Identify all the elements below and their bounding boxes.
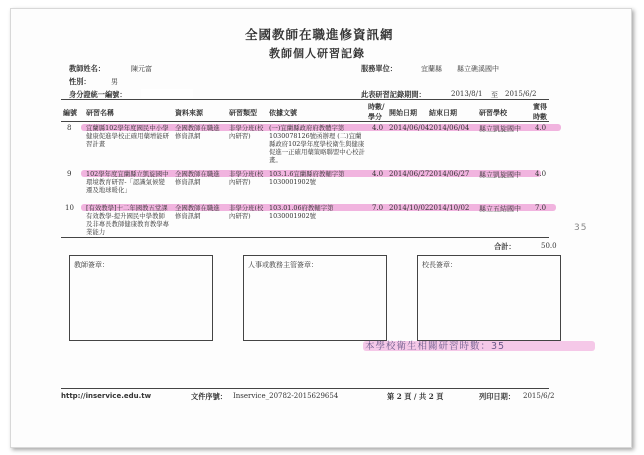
footer-url: http://inservice.edu.tw bbox=[61, 392, 152, 400]
row-8-end: 2014/06/04 bbox=[429, 124, 470, 132]
page-indicator: 第 2 頁 / 共 2 頁 bbox=[387, 392, 444, 401]
row-10-source: 全國教師在職進修資訊網 bbox=[175, 204, 220, 220]
handwritten-note: 本學校衛生相關研習時數：35 bbox=[365, 341, 506, 352]
row-10-no: 10 bbox=[65, 204, 74, 212]
row-10-course: [有效教學]十二年國教五堂課有效教學-提升國民中學教師及非專長教師健康教育教學專業能力 bbox=[86, 204, 170, 236]
header-basis: 依據文號 bbox=[269, 108, 297, 117]
row-9-actual: 4.0 bbox=[535, 170, 547, 178]
page-title: 全國教師在職進修資訊網 bbox=[245, 27, 394, 42]
row-9-no: 9 bbox=[67, 170, 72, 178]
doc-no: Inservice_20782-2015629654 bbox=[233, 392, 339, 400]
period-label: 此表研習記錄期間： bbox=[361, 90, 426, 99]
header-actual-1: 實得 bbox=[533, 102, 547, 111]
row-8-type: 非學分班(校內研習) bbox=[229, 124, 264, 140]
personnel-signature-box bbox=[243, 255, 387, 341]
table-top-rule bbox=[61, 99, 549, 100]
row-8-school: 縣立凱旋國中 bbox=[479, 125, 521, 133]
row-8-no: 8 bbox=[67, 124, 72, 132]
row-10-type: 非學分班(校內研習) bbox=[229, 204, 264, 220]
principal-signature-label: 校長簽章： bbox=[422, 261, 457, 269]
header-school: 研習學校 bbox=[479, 108, 507, 117]
period-to: 至 bbox=[491, 91, 498, 99]
header-source: 資料來源 bbox=[175, 108, 203, 117]
footer-rule bbox=[61, 388, 549, 389]
row-10-start: 2014/10/02 bbox=[389, 204, 430, 212]
row-9-basis: 103.1.6宜蘭縣府教輔字第1030001902號 bbox=[269, 170, 345, 186]
header-no: 編號 bbox=[63, 108, 77, 117]
row-9-course: 102學年度宜蘭縣立凱旋國中環境教育研習-「認識氣候變遷及地球暖化」 bbox=[86, 170, 169, 194]
print-date: 2015/6/2 bbox=[523, 392, 555, 400]
row-10-school: 縣立五結國中 bbox=[479, 205, 521, 213]
gender-label: 性別： bbox=[69, 77, 91, 86]
header-actual-2: 時數 bbox=[533, 112, 547, 121]
header-hours-2: 學分 bbox=[368, 112, 382, 121]
teacher-name-label: 教師姓名： bbox=[69, 64, 105, 73]
header-type: 研習類型 bbox=[229, 108, 257, 117]
total-label: 合計： bbox=[494, 242, 516, 251]
doc-no-label: 文件序號： bbox=[191, 392, 227, 401]
row-8-course: 宜蘭縣102學年度國民中小學健康促進學校正確用藥增能研習計畫 bbox=[86, 124, 170, 148]
row-9-hours: 4.0 bbox=[372, 170, 384, 178]
document-page bbox=[10, 8, 632, 448]
teacher-signature-box bbox=[69, 255, 213, 341]
header-hours-1: 時數/ bbox=[368, 102, 385, 111]
row-9-source: 全國教師在職進修資訊網 bbox=[175, 170, 220, 186]
school-county: 宜蘭縣 bbox=[421, 65, 442, 73]
teacher-name: 陳元富 bbox=[131, 65, 152, 73]
row-8-hours: 4.0 bbox=[372, 124, 384, 132]
page-subtitle: 教師個人研習記錄 bbox=[269, 47, 365, 60]
principal-signature-box bbox=[417, 255, 561, 341]
period-start: 2013/8/1 bbox=[451, 90, 483, 98]
row-10-actual: 7.0 bbox=[535, 204, 547, 212]
period-end: 2015/6/2 bbox=[505, 90, 537, 98]
margin-note: 35 bbox=[574, 223, 588, 233]
row-8-basis: (一)宜蘭縣政府府教體字第1030078126號函辦理 (二)宜蘭縣政府102學年度學校衛生與健康促進一正確用藥策略聯盟中心校計畫。 bbox=[269, 124, 365, 164]
row-9-type: 非學分班(校內研習) bbox=[229, 170, 264, 186]
personnel-signature-label: 人事或教務主管簽章： bbox=[248, 261, 318, 269]
print-date-label: 列印日期： bbox=[479, 392, 515, 401]
row-10-basis: 103.01.06府教輔字第1030001902號 bbox=[269, 204, 334, 220]
header-start: 開始日期 bbox=[389, 108, 417, 117]
total-value: 50.0 bbox=[541, 242, 557, 250]
row-10-end: 2014/10/02 bbox=[429, 204, 470, 212]
row-9-end: 2014/06/27 bbox=[429, 170, 470, 178]
row-8-source: 全國教師在職進修資訊網 bbox=[175, 124, 220, 140]
row-10-hours: 7.0 bbox=[372, 204, 384, 212]
school-label: 服務單位： bbox=[361, 64, 397, 73]
teacher-signature-label: 教師簽章： bbox=[74, 261, 109, 269]
row-8-start: 2014/06/04 bbox=[389, 124, 430, 132]
id-label: 身分證統一編號： bbox=[69, 90, 127, 99]
row-9-school: 縣立凱旋國中 bbox=[479, 171, 521, 179]
gender-value: 男 bbox=[111, 78, 118, 86]
header-end: 結束日期 bbox=[429, 108, 457, 117]
table-bottom-rule bbox=[61, 237, 549, 238]
row-9-start: 2014/06/27 bbox=[389, 170, 430, 178]
header-course: 研習名稱 bbox=[86, 108, 114, 117]
redacted-id bbox=[141, 89, 193, 98]
table-header-rule bbox=[61, 121, 549, 122]
row-8-actual: 4.0 bbox=[535, 124, 547, 132]
school-name: 縣立礁溪國中 bbox=[457, 65, 499, 73]
